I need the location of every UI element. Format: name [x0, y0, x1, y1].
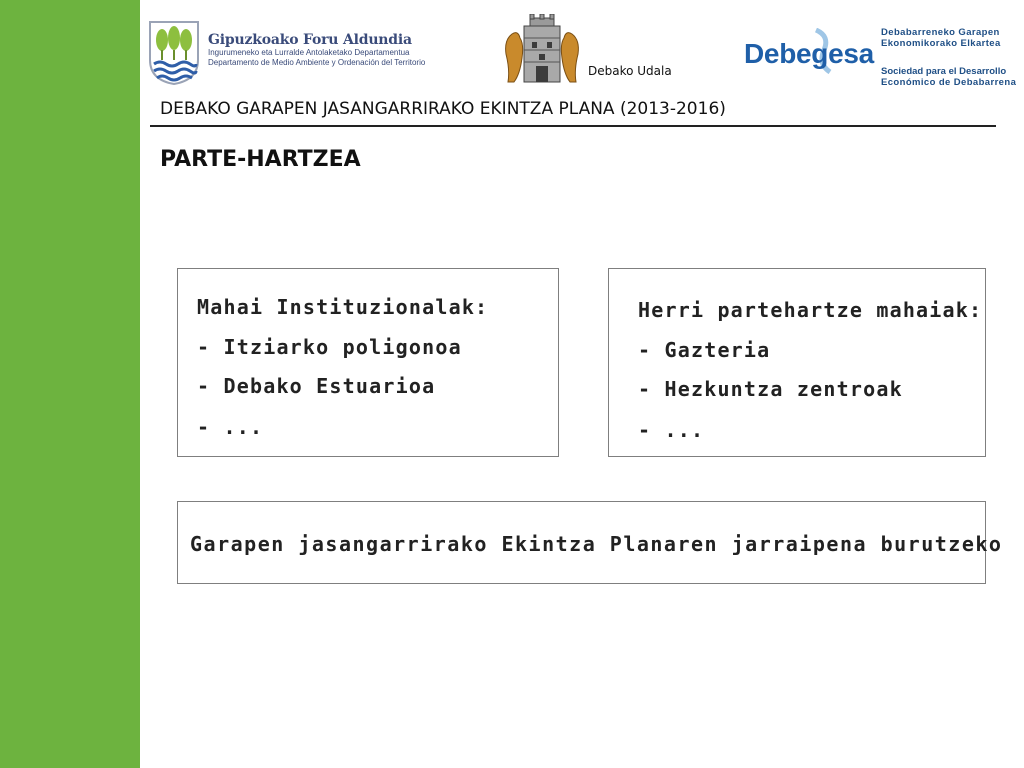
side-accent-bar: [0, 0, 140, 768]
institutional-tables-box: [177, 268, 559, 457]
list-item: - ...: [638, 418, 705, 442]
box-heading: Herri partehartze mahaiak:: [638, 298, 983, 322]
gipuzkoa-subtitle-spanish: Departamento de Medio Ambiente y Ordenación del Territorio: [208, 58, 426, 67]
list-item: - ...: [197, 415, 264, 439]
debegesa-spanish-line1: Sociedad para el Desarrollo: [881, 66, 1007, 77]
public-participation-box: [608, 268, 986, 457]
follow-up-box: [177, 501, 1003, 584]
gipuzkoa-logo: [148, 20, 438, 88]
list-item: - Gazteria: [638, 338, 771, 362]
debegesa-logo: [744, 24, 1017, 90]
gipuzkoa-subtitle-basque: Ingurumeneko eta Lurralde Antolaketako Departamentua: [208, 48, 410, 57]
list-item: - Itziarko poligonoa: [197, 335, 462, 359]
debako-crest-icon: [502, 14, 582, 86]
debako-udala-logo: [502, 14, 682, 86]
debegesa-spanish-line2: Económico de Debabarrena: [881, 77, 1017, 88]
debegesa-wordmark: Debegesa: [744, 38, 874, 69]
plan-title: DEBAKO GARAPEN JASANGARRIRAKO EKINTZA PLANA (2013-2016): [160, 99, 726, 119]
title-divider: [150, 125, 996, 127]
box-heading: Mahai Instituzionalak:: [197, 295, 489, 319]
list-item: - Debako Estuarioa: [197, 374, 436, 398]
debako-udala-label: Debako Udala: [588, 64, 672, 78]
debegesa-basque-line2: Ekonomikorako Elkartea: [881, 38, 1001, 49]
debegesa-basque-line1: Debabarreneko Garapen: [881, 27, 1000, 38]
gipuzkoa-shield-icon: [148, 20, 200, 86]
follow-up-text: Garapen jasangarrirako Ekintza Planaren jarraipena burutzeko: [190, 532, 1003, 556]
gipuzkoa-title: Gipuzkoako Foru Aldundia: [208, 32, 412, 48]
list-item: - Hezkuntza zentroak: [638, 377, 903, 401]
section-title: PARTE-HARTZEA: [160, 147, 361, 172]
